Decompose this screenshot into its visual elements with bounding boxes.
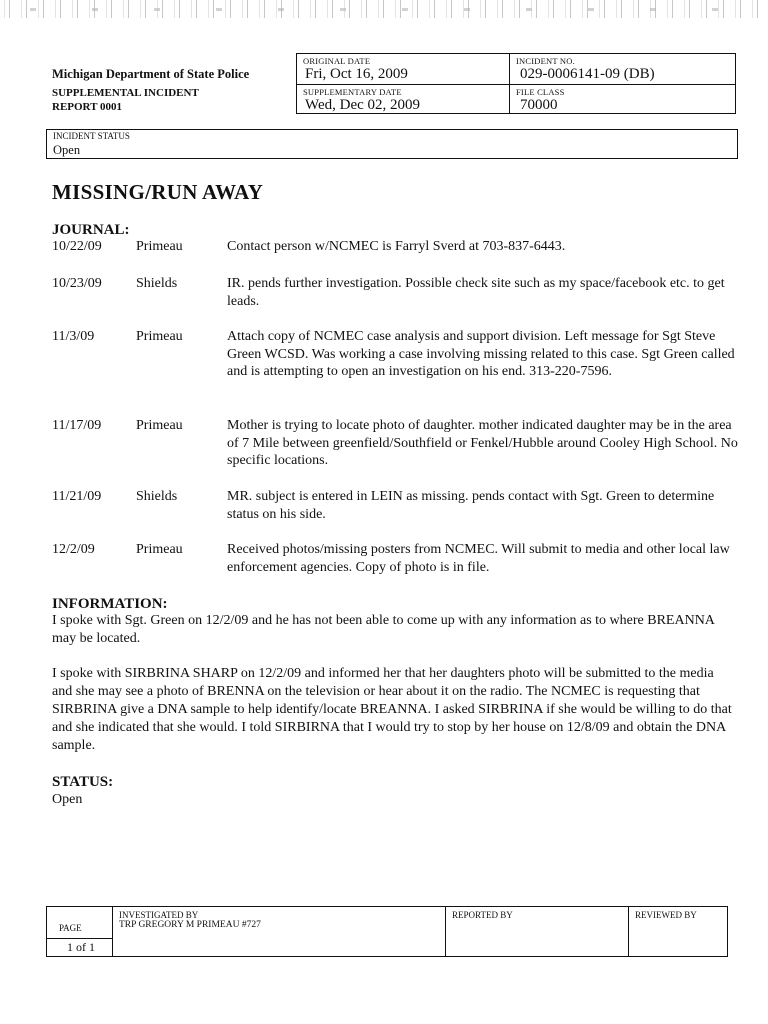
reported-by-cell xyxy=(446,907,629,956)
original-date-cell xyxy=(297,54,510,85)
reviewed-by-cell xyxy=(629,907,727,956)
supplementary-date-value: Wed, Dec 02, 2009 xyxy=(305,97,421,113)
journal-text: Contact person w/NCMEC is Farryl Sverd at 703-837-6443. xyxy=(227,239,566,254)
journal-date: 12/2/09 xyxy=(52,542,95,557)
page-value: 1 of 1 xyxy=(67,940,95,954)
investigated-by-cell xyxy=(113,907,446,956)
investigated-by-value: TRP GREGORY M PRIMEAU #727 xyxy=(119,920,261,930)
report-type-line1: SUPPLEMENTAL INCIDENT xyxy=(52,87,199,99)
incident-status-label: INCIDENT STATUS xyxy=(53,131,130,141)
journal-text: Mother is trying to locate photo of daughter. mother indicated daughter may be in the area of 7 Mile between greenfield/Southfield or Fenkel/Hubble around Cooley High School. No specific locations. xyxy=(227,418,738,468)
journal-date: 10/22/09 xyxy=(52,239,102,254)
journal-officer: Primeau xyxy=(136,418,183,433)
journal-text: Attach copy of NCMEC case analysis and support division. Left message for Sgt Steve Green WCSD. Was working a case involving missing related to this case. Sgt Green called and is attempting to open an investigation on his end. 313-220-7596. xyxy=(227,329,735,379)
information-paragraph: I spoke with SIRBRINA SHARP on 12/2/09 and informed her that her daughters photo will be submitted to the media and she may see a photo of BRENNA on the television or hear about it on the radio. The NCMEC is requesting that SIRBRINA give a DNA sample to help identify/locate BREANNA. I asked SIRBRINA if she would be willing to do that and she indicated that she would. I told SIRBIRNA that I would try to stop by her house on 12/8/09 and obtain the DNA sample. xyxy=(52,666,732,753)
journal-date: 10/23/09 xyxy=(52,276,102,291)
report-type xyxy=(52,86,199,114)
reported-by-label: REPORTED BY xyxy=(452,910,513,920)
header-info-table xyxy=(296,53,736,114)
scan-artifact-band xyxy=(0,0,768,18)
journal-officer: Primeau xyxy=(136,542,183,557)
status-value: Open xyxy=(52,792,83,807)
journal-officer: Shields xyxy=(136,276,178,291)
journal-date: 11/21/09 xyxy=(52,489,102,504)
reviewed-by-label: REVIEWED BY xyxy=(635,910,697,920)
journal-officer: Shields xyxy=(136,489,178,504)
journal-text: Received photos/missing posters from NCMEC. Will submit to media and other local law enforcement agencies. Copy of photo is in file. xyxy=(227,542,730,575)
information-paragraph: I spoke with Sgt. Green on 12/2/09 and he has not been able to come up with any information as to where BREANNA may be located. xyxy=(52,613,715,646)
incident-status-value: Open xyxy=(53,143,81,157)
file-class-label: FILE CLASS xyxy=(516,87,565,97)
investigated-by-label: INVESTIGATED BY xyxy=(119,910,199,920)
page-cell xyxy=(47,907,113,956)
incident-no-value: 029-0006141-09 (DB) xyxy=(520,66,655,82)
original-date-value: Fri, Oct 16, 2009 xyxy=(305,66,408,82)
supplementary-date-label: SUPPLEMENTARY DATE xyxy=(303,87,402,97)
department-name: Michigan Department of State Police xyxy=(52,67,250,81)
report-type-line2: REPORT 0001 xyxy=(52,101,123,113)
file-class-value: 70000 xyxy=(520,97,558,113)
journal-officer: Primeau xyxy=(136,239,183,254)
report-title: MISSING/RUN AWAY xyxy=(52,180,264,204)
page-divider xyxy=(47,938,112,939)
incident-status-box xyxy=(46,129,738,159)
status-heading: STATUS: xyxy=(52,774,114,790)
file-class-cell xyxy=(510,85,735,113)
footer-signature-table xyxy=(46,906,728,957)
journal-officer: Primeau xyxy=(136,329,183,344)
journal-heading: JOURNAL: xyxy=(52,222,130,238)
incident-no-cell xyxy=(510,54,735,85)
journal-date: 11/3/09 xyxy=(52,329,95,344)
journal-text: IR. pends further investigation. Possible check site such as my space/facebook etc. to get leads. xyxy=(227,276,725,309)
information-heading: INFORMATION: xyxy=(52,596,168,612)
journal-text: MR. subject is entered in LEIN as missing. pends contact with Sgt. Green to determine status on his side. xyxy=(227,489,715,522)
incident-no-label: INCIDENT NO. xyxy=(516,56,575,66)
supplementary-date-cell xyxy=(297,85,510,113)
original-date-label: ORIGINAL DATE xyxy=(303,56,371,66)
journal-date: 11/17/09 xyxy=(52,418,102,433)
page-label: PAGE xyxy=(59,923,82,933)
